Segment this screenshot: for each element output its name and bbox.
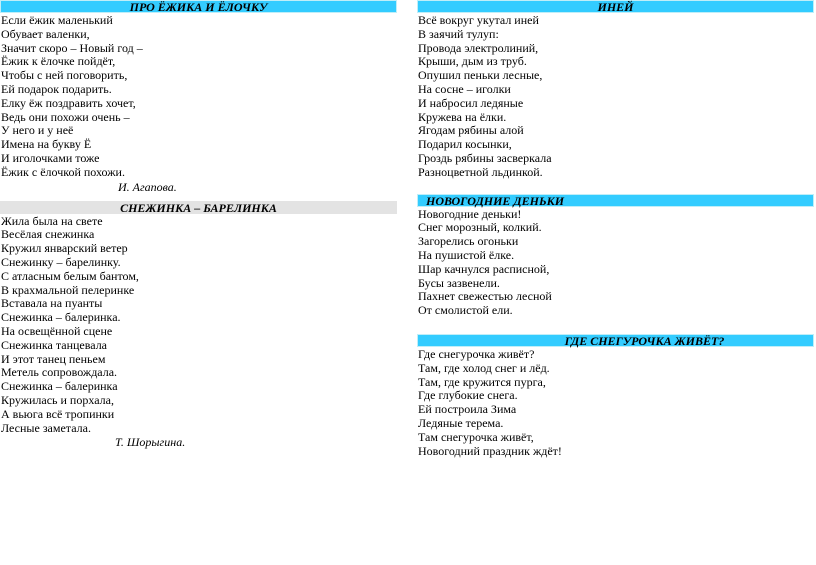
poem-body-hedgehog <box>0 14 397 180</box>
poem-line: Где глубокие снега. <box>418 388 518 403</box>
poem-line: И иголочками тоже <box>1 150 100 165</box>
poem-line: Обувает валенки, <box>1 26 90 41</box>
poem-line: Жила была на свете <box>1 213 103 228</box>
poem-line: Пахнет свежестью лесной <box>418 289 552 304</box>
left-column <box>0 0 397 449</box>
poem-line: В крахмальной пелеринке <box>1 282 135 297</box>
poem-line: На освещённой сцене <box>1 323 113 338</box>
poem-line: Там, где кружится пурга, <box>418 374 546 389</box>
poem-author-hedgehog: И. Агапова. <box>118 179 177 194</box>
poem-line: Шар качнулся расписной, <box>418 261 550 276</box>
poem-line: Вставала на пуанты <box>1 296 103 311</box>
poem-line: Ведь они похожи очень – <box>1 109 130 124</box>
poem-line: С атласным белым бантом, <box>1 268 139 283</box>
poem-line: Там, где холод снег и лёд. <box>418 360 550 375</box>
poem-line: Имена на букву Ё <box>1 137 92 152</box>
poem-line: Ёжик к ёлочке пойдёт, <box>1 54 116 69</box>
poem-line: Кружева на ёлки. <box>418 109 507 124</box>
poem-line: Снежинку – барелинку. <box>1 254 121 269</box>
poem-line: Загорелись огоньки <box>418 234 519 249</box>
poem-line: Разноцветной льдинкой. <box>418 164 543 179</box>
poem-line: Елку ёж поздравить хочет, <box>1 95 136 110</box>
poem-title-snowmaiden: ГДЕ СНЕГУРОЧКА ЖИВЁТ? <box>417 334 814 347</box>
poem-line: Крыши, дым из труб. <box>418 54 527 69</box>
poem-body-frost <box>417 14 814 180</box>
poem-line: Если ёжик маленький <box>1 13 113 27</box>
poem-line: Бусы зазвенели. <box>418 275 500 290</box>
poem-line: Новогодние деньки! <box>418 206 522 221</box>
poem-line: Новогодний праздник ждёт! <box>418 443 562 458</box>
poem-line: Ёжик с ёлочкой похожи. <box>1 164 125 179</box>
poem-line: Лесные заметала. <box>1 420 91 435</box>
poem-line: На пушистой ёлке. <box>418 247 515 262</box>
poem-line: Кружил январский ветер <box>1 241 128 256</box>
poem-line: Снежинка – балеринка. <box>1 310 121 325</box>
poem-line: А вьюга всё тропинки <box>1 406 115 421</box>
poem-title-hedgehog: ПРО ЁЖИКА И ЁЛОЧКУ <box>0 0 397 13</box>
poem-body-snowflake <box>0 215 397 436</box>
poem-line: И набросил ледяные <box>418 95 524 110</box>
poem-line: Весёлая снежинка <box>1 227 95 242</box>
poem-title-snowflake: СНЕЖИНКА – БАРЕЛИНКА <box>0 201 397 214</box>
poem-line: Опушил пеньки лесные, <box>418 68 543 83</box>
poem-line: У него и у неё <box>1 123 74 138</box>
poem-line: Снежинка танцевала <box>1 337 108 352</box>
poem-line: Чтобы с ней поговорить, <box>1 68 128 83</box>
poem-line: И этот танец пеньем <box>1 351 106 366</box>
poem-line: Ей построила Зима <box>418 402 517 417</box>
poem-line: Где снегурочка живёт? <box>418 346 535 361</box>
poem-title-frost: ИНЕЙ <box>417 0 814 13</box>
poem-author-snowflake: Т. Шорыгина. <box>115 435 186 450</box>
poem-line: Ей подарок подарить. <box>1 81 112 96</box>
poem-line: Ледяные терема. <box>418 415 504 430</box>
poem-title-money: НОВОГОДНИЕ ДЕНЬКИ <box>417 194 814 207</box>
poem-line: В заячий тулуп: <box>418 26 499 41</box>
poem-line: Кружилась и порхала, <box>1 392 114 407</box>
poem-line: Там снегурочка живёт, <box>418 429 534 444</box>
poem-body-money <box>417 208 814 318</box>
poem-line: Снежинка – балеринка <box>1 379 118 394</box>
poem-line: Гроздь рябины засверкала <box>418 150 552 165</box>
right-column <box>417 0 814 458</box>
poem-line: От смолистой ели. <box>418 303 513 318</box>
poem-line: Всё вокруг укутал иней <box>418 13 539 27</box>
poem-line: На сосне – иголки <box>418 81 511 96</box>
poem-line: Значит скоро – Новый год – <box>1 40 143 55</box>
poem-line: Подарил косынки, <box>418 137 512 152</box>
poem-line: Метель сопровождала. <box>1 365 118 380</box>
poem-line: Провода электролиний, <box>418 40 539 55</box>
poem-line: Снег морозный, колкий. <box>418 220 542 235</box>
poem-line: Ягодам рябины алой <box>418 123 524 138</box>
poem-body-snowmaiden <box>417 348 814 458</box>
